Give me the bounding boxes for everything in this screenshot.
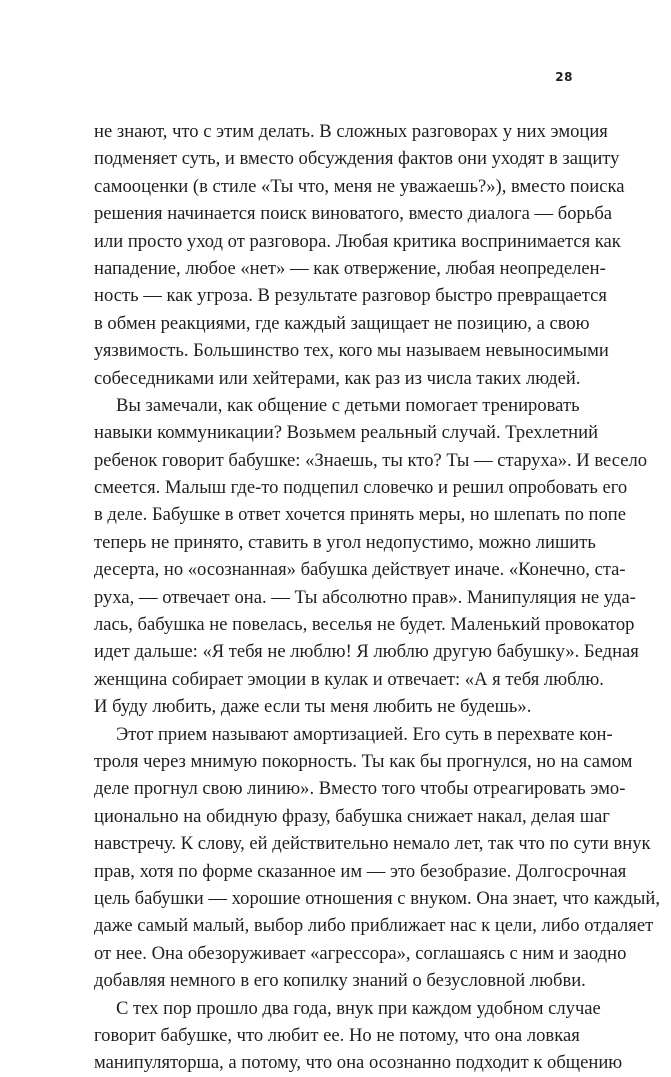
text-line: женщина собирает эмоции в кулак и отвечает: «А я тебя люблю. <box>94 668 604 690</box>
text-line: подменяет суть, и вместо обсуждения фактов они уходят в защиту <box>94 148 620 170</box>
text-line: смеется. Малыш где-то подцепил словечко и решил опробовать его <box>94 477 628 499</box>
text-line: даже самый малый, выбор либо приближает нас к цели, либо отдаляет <box>94 915 654 937</box>
text-line: десерта, но «осознанная» бабушка действует иначе. «Конечно, ста- <box>94 559 626 581</box>
text-line: говорит бабушке, что любит ее. Но не потому, что она ловкая <box>94 1024 580 1046</box>
text-line: прав, хотя по форме сказанное им — это безобразие. Долгосрочная <box>94 860 627 882</box>
text-line: добавляя немного в его копилку знаний о безусловной любви. <box>94 970 586 992</box>
text-line: цель бабушки — хорошие отношения с внуком. Она знает, что каждый, <box>94 887 661 909</box>
text-line: уязвимость. Большинство тех, кого мы называем невыносимыми <box>94 340 609 362</box>
text-line: или просто уход от разговора. Любая критика воспринимается как <box>94 230 621 252</box>
text-line: ность — как угроза. В результате разговор быстро превращается <box>94 285 607 307</box>
text-line: в деле. Бабушке в ответ хочется принять меры, но шлепать по попе <box>94 504 626 526</box>
text-line: теперь не принято, ставить в угол недопустимо, можно лишить <box>94 531 596 553</box>
text-line: от нее. Она обезоруживает «агрессора», соглашаясь с ним и заодно <box>94 942 627 964</box>
text-line: лась, бабушка не повелась, веселья не будет. Маленький провокатор <box>94 614 635 636</box>
text-line: троля через мнимую покорность. Ты как бы прогнулся, но на самом <box>94 750 633 772</box>
paragraph-2 <box>94 392 648 721</box>
text-line: манипуляторша, а потому, что она осознанно подходит к общению <box>94 1052 623 1074</box>
text-line: деле прогнул свою линию». Вместо того чтобы отреагировать эмо- <box>94 778 626 800</box>
text-line: навстречу. К слову, ей действительно немало лет, так что по сути внук <box>94 833 651 855</box>
text-line: навыки коммуникации? Возьмем реальный случай. Трехлетний <box>94 422 599 444</box>
text-line: ционально на обидную фразу, бабушка снижает накал, делая шаг <box>94 805 610 827</box>
text-line: ребенок говорит бабушке: «Знаешь, ты кто? Ты — старуха». И весело <box>94 449 648 471</box>
paragraph-1 <box>94 118 625 392</box>
text-line: решения начинается поиск виноватого, вместо диалога — борьба <box>94 203 613 225</box>
text-line: Вы замечали, как общение с детьми помогает тренировать <box>116 394 580 416</box>
text-line: идет дальше: «Я тебя не люблю! Я люблю другую бабушку». Бедная <box>94 641 639 663</box>
text-line: С тех пор прошло два года, внук при каждом удобном случае <box>116 997 601 1019</box>
page-number: 28 <box>555 70 573 84</box>
text-line: руха, — отвечает она. — Ты абсолютно прав». Манипуляция не уда- <box>94 586 636 608</box>
paragraph-3 <box>94 721 661 995</box>
body-text <box>94 118 661 1077</box>
text-line: самооценки (в стиле «Ты что, меня не уважаешь?»), вместо поиска <box>94 175 625 197</box>
text-line: Этот прием называют амортизацией. Его суть в перехвате кон- <box>116 723 613 745</box>
text-line: собеседниками или хейтерами, как раз из числа таких людей. <box>94 367 581 389</box>
text-line: нападение, любое «нет» — как отвержение, любая неопределен- <box>94 257 606 279</box>
text-line: И буду любить, даже если ты меня любить не будешь». <box>94 696 532 718</box>
text-line: в обмен реакциями, где каждый защищает не позицию, а свою <box>94 312 590 334</box>
paragraph-4 <box>94 995 623 1077</box>
text-line: не знают, что с этим делать. В сложных разговорах у них эмоция <box>94 121 608 142</box>
